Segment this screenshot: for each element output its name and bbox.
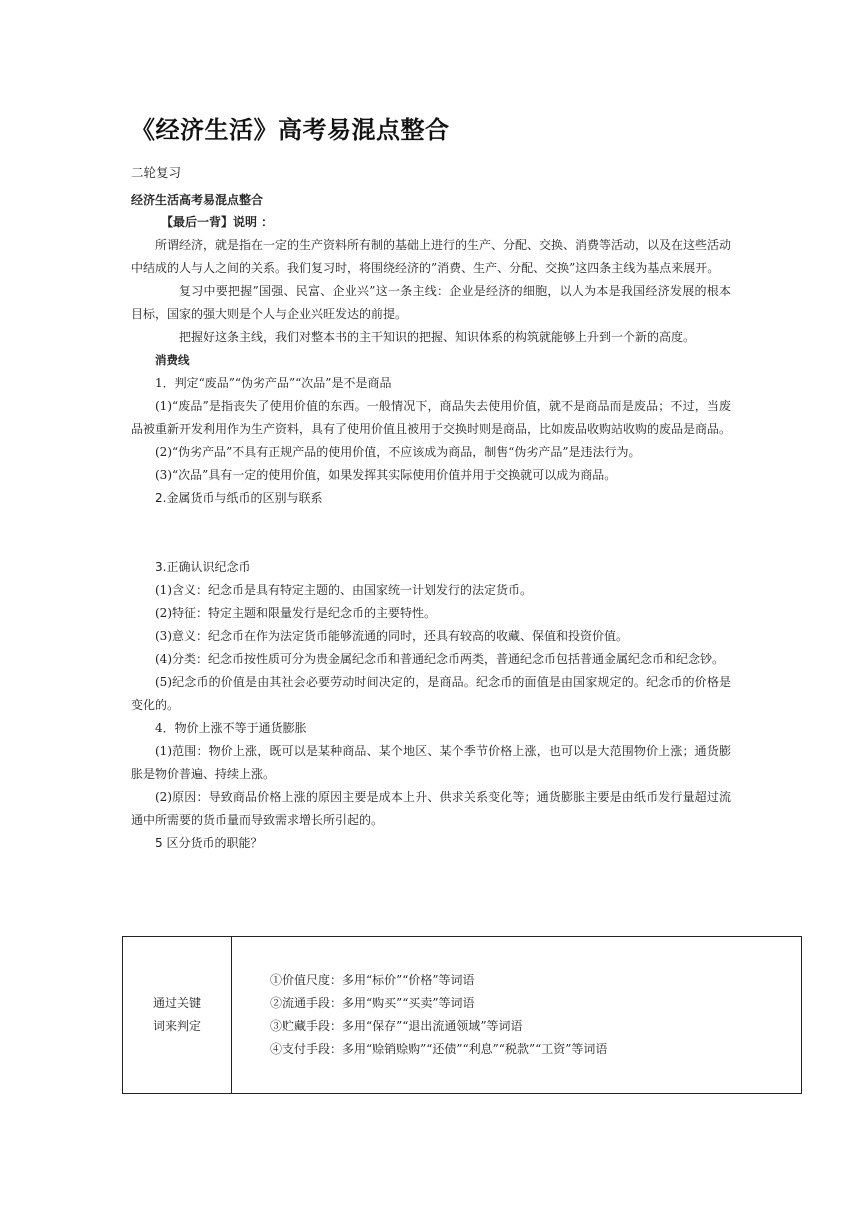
table-item-3: ③贮藏手段：多用“保存”“退出流通领域”等词语 (270, 1019, 523, 1033)
item-4-heading: 4．物价上涨不等于通货膨胀 (155, 721, 307, 735)
item-1-point-1: (1)“废品”是指丧失了使用价值的东西。一般情况下，商品失去使用价值，就不是商品而是废品；不过，当废品被重新开发利用作为生产资料，具有了使用价值且被用于交换时则是商品，比如废品收购站收购的废品是商品。 (131, 399, 732, 436)
item-1-point-2: (2)“伪劣产品”不具有正规产品的使用价值，不应该成为商品，制售“伪劣产品”是违法行为。 (155, 445, 641, 459)
intro-paragraph-1: 所谓经济，就是指在一定的生产资料所有制的基础上进行的生产、分配、交换、消费等活动，以及在这些活动中结成的人与人之间的关系。我们复习时，将围绕经济的”消费、生产、分配、交换”这四条主线为基点来展开。 (131, 238, 732, 275)
item-3-point-5: (5)纪念币的价值是由其社会必要劳动时间决定的，是商品。纪念币的面值是由国家规定的。纪念币的价格是变化的。 (131, 675, 731, 712)
table-right-cell (232, 937, 802, 1094)
table-left-line-1: 通过关键 (152, 996, 201, 1010)
document-body (131, 234, 731, 855)
page-title: 《经济生活》高考易混点整合 (131, 116, 450, 144)
item-5-heading: 5 区分货币的职能？ (155, 836, 263, 850)
item-1-heading: 1．判定“废品”“伪劣产品”“次品”是不是商品 (155, 376, 392, 390)
item-2-heading: 2.金属货币与纸币的区别与联系 (155, 491, 323, 505)
subtitle-review: 二轮复习 (131, 165, 182, 180)
currency-function-table (122, 936, 802, 1094)
section-heading: 消费线 (155, 353, 190, 367)
item-3-point-2: (2)特征：特定主题和限量发行是纪念币的主要特性。 (155, 606, 437, 620)
item-3-point-3: (3)意义：纪念币在作为法定货币能够流通的同时，还具有较高的收藏、保值和投资价值。 (155, 629, 629, 643)
item-3-heading: 3.正确认识纪念币 (155, 560, 251, 574)
table-left-cell (123, 937, 232, 1094)
table-item-2: ②流通手段：多用“购买”“买卖”等词语 (270, 996, 475, 1010)
item-4-point-2: (2)原因：导致商品价格上涨的原因主要是成本上升、供求关系变化等；通货膨胀主要是由纸币发行量超过流通中所需要的货币量而导致需求增长所引起的。 (131, 790, 731, 827)
item-1-point-3: (3)“次品”具有一定的使用价值，如果发挥其实际使用价值并用于交换就可以成为商品。 (155, 468, 617, 482)
item-4-point-1: (1)范围：物价上涨，既可以是某种商品、某个地区、某个季节价格上涨，也可以是大范围物价上涨；通货膨胀是物价普遍、持续上涨。 (131, 744, 731, 781)
intro-paragraph-3: 把握好这条主线，我们对整本书的主干知识的把握、知识体系的构筑就能够上升到一个新的高度。 (179, 330, 696, 344)
table-row (123, 937, 802, 1094)
intro-paragraph-2: 复习中要把握”国强、民富、企业兴”这一条主线：企业是经济的细胞，以人为本是我国经济发展的根本目标，国家的强大则是个人与企业兴旺发达的前提。 (131, 284, 731, 321)
item-3-point-1: (1)含义：纪念币是具有特定主题的、由国家统一计划发行的法定货币。 (155, 583, 533, 597)
note-heading: 【最后一背】说明 ： (161, 215, 274, 229)
item-3-point-4: (4)分类：纪念币按性质可分为贵金属纪念币和普通纪念币两类，普通纪念币包括普通金属纪念币和纪念钞。 (155, 652, 725, 666)
table-item-4: ④支付手段：多用“赊销赊购”“还债”“利息”“税款”“工资”等词语 (270, 1042, 608, 1056)
subtitle-doc: 经济生活高考易混点整合 (131, 193, 264, 207)
table-left-line-2: 词来判定 (152, 1019, 201, 1033)
blank-space (131, 510, 731, 556)
table-item-1: ①价值尺度：多用“标价”“价格”等词语 (270, 973, 475, 987)
